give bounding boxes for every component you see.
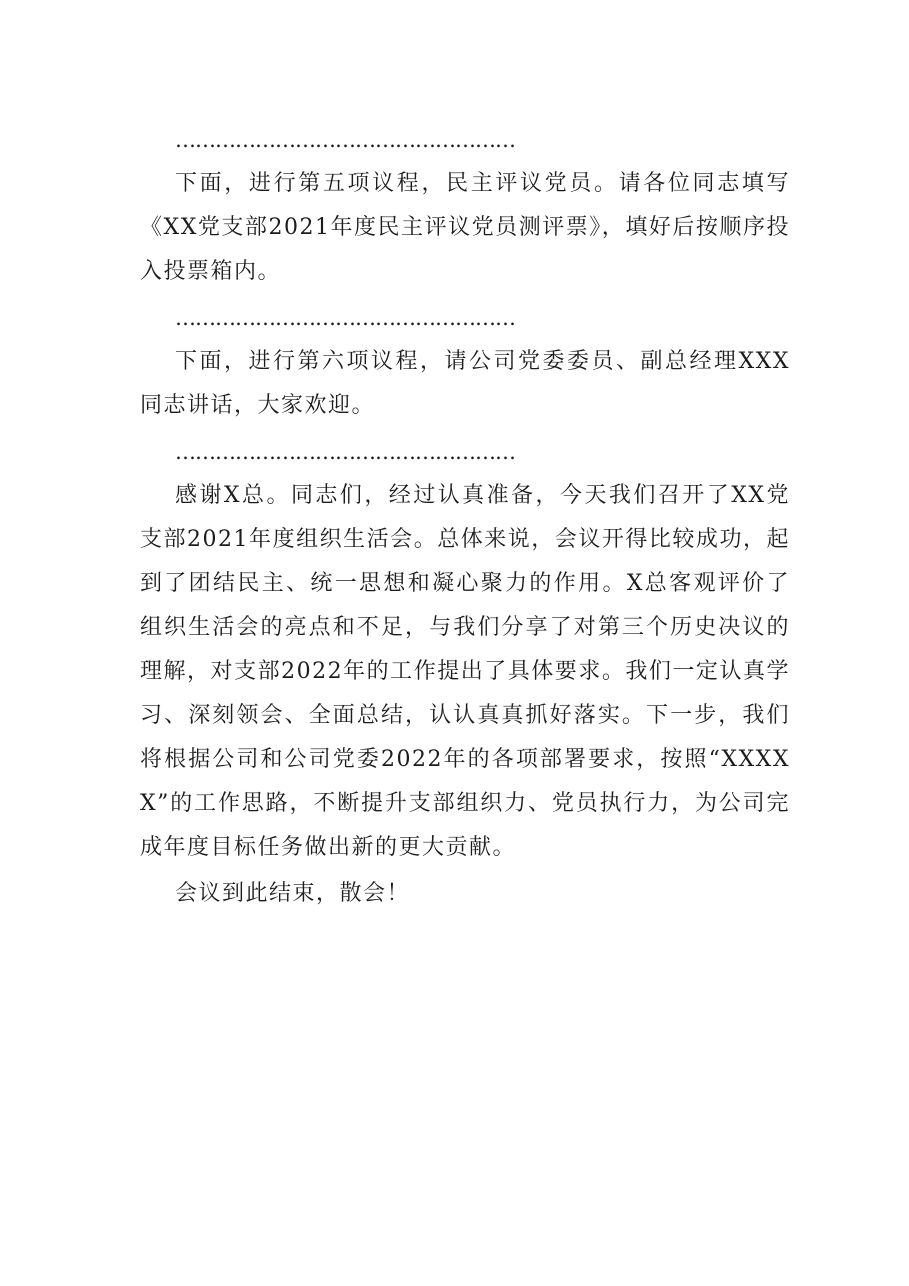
paragraph-meeting-end: 会议到此结束，散会！ [175,881,411,906]
ellipsis-separator: …………………………………………… [175,128,515,152]
paragraph-closing-summary: 感谢X总。同志们，经过认真准备，今天我们召开了XX党支部2021年度组织生活会。总体来说，会议开得比较成功，起到了团结民主、统一思想和凝心聚力的作用。X总客观评价了组织生活会的亮点和不足，与我们分享了对第三个历史决议的理解，对支部2022年的工作提出了具体要求。我们一定认真学习、深刻领会、全面总结，认认真真抓好落实。下一步，我们将根据公司和公司党委2022年的各项部署要求，按照“XXXXX”的工作思路，不断提升支部组织力、党员执行力，为公司完成年度目标任务做出新的更大贡献。 [140,483,790,860]
ellipsis-separator: …………………………………………… [175,440,515,464]
document-body [140,118,790,918]
paragraph-agenda-item-5: 下面，进行第五项议程，民主评议党员。请各位同志填写《XX党支部2021年度民主评议党员测评票》，填好后按顺序投入投票箱内。 [140,171,790,284]
paragraph-agenda-item-6: 下面，进行第六项议程，请公司党委委员、副总经理XXX同志讲话，大家欢迎。 [140,349,790,418]
ellipsis-separator: …………………………………………… [175,306,515,330]
